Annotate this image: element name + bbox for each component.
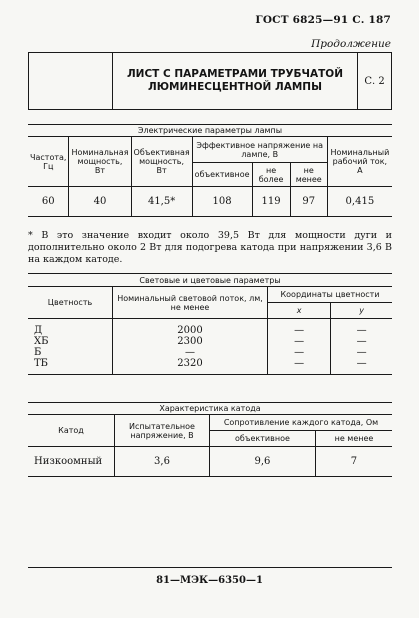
h-current: Номинальный рабочий ток, А [327,137,392,187]
h-color: Цветность [28,287,113,319]
flux-tb: 2320 [177,357,203,369]
h-test-voltage: Испытательное напряжение, В [115,415,210,447]
cathode-table [28,402,392,477]
val-voltage-max: 119 [252,187,290,217]
h-not-more: не более [252,163,290,187]
val-frequency: 60 [28,187,69,217]
x-hb: — [294,335,305,347]
coord-y-list [331,319,392,375]
electrical-caption: Электрические параметры лампы [28,125,392,137]
title-line-2: ЛЮМИНЕСЦЕНТНОЙ ЛАМПЫ [148,81,322,93]
val-objective-power: 41,5* [131,187,192,217]
h-color-coords: Координаты цветности [268,287,393,303]
h-coord-y: y [331,303,392,319]
sheet-page-number: С. 2 [364,75,385,87]
h-objective-power: Объективная мощность, Вт [131,137,192,187]
val-test-voltage: 3,6 [115,447,210,477]
sheet-title [112,53,358,109]
h-res-objective: объективное [210,431,316,447]
color-hb: ХБ [34,335,49,347]
y-tb: — [356,357,367,369]
title-line-1: ЛИСТ С ПАРАМЕТРАМИ ТРУБЧАТОЙ [126,68,344,80]
flux-hb: 2300 [177,335,203,347]
h-coord-x: x [268,303,331,319]
y-d: — [356,324,367,336]
cathode-caption: Характеристика катода [28,403,392,415]
val-voltage-objective: 108 [192,187,252,217]
x-tb: — [294,357,305,369]
light-params-table [28,273,392,375]
val-voltage-min: 97 [290,187,327,217]
continuation-label: Продолжение [311,38,391,50]
y-hb: — [356,335,367,347]
val-res-objective: 9,6 [210,447,316,477]
val-res-min: 7 [315,447,392,477]
x-d: — [294,324,305,336]
h-cathode: Катод [28,415,115,447]
h-res-not-less: не менее [315,431,392,447]
y-b: — [356,346,367,358]
standard-header: ГОСТ 6825—91 С. 187 [255,14,391,26]
flux-list [113,319,268,375]
flux-b: — [185,346,195,358]
val-cathode-type: Низкоомный [28,447,115,477]
h-luminous-flux: Номинальный световой поток, лм, не менее [113,287,268,319]
h-objective: объективное [192,163,252,187]
footer-code: 81—МЭК—6350—1 [156,575,263,586]
color-tb: ТБ [34,357,49,369]
coord-x-list [268,319,331,375]
h-resistance: Сопротивление каждого катода, Ом [210,415,393,431]
flux-d: 2000 [177,324,203,336]
val-nominal-power: 40 [69,187,131,217]
electrical-params-table [28,124,392,217]
x-b: — [294,346,305,358]
h-nominal-power: Номинальная мощность, Вт [69,137,131,187]
h-not-less: не менее [290,163,327,187]
h-effective-voltage: Эффективное напряжение на лампе, В [192,137,327,163]
color-list [28,319,113,375]
light-caption: Световые и цветовые параметры [28,274,392,287]
color-b: Б [34,346,42,358]
color-d: Д [34,324,43,336]
title-box [28,52,392,110]
h-frequency: Частота, Гц [28,137,69,187]
val-current: 0,415 [327,187,392,217]
footnote: * В это значение входит около 39,5 Вт для мощности дуги и дополнительно около 2 Вт для подогрева катода при напряжении 3,6 В на каждом катоде. [28,230,392,265]
footer-rule [28,567,392,568]
